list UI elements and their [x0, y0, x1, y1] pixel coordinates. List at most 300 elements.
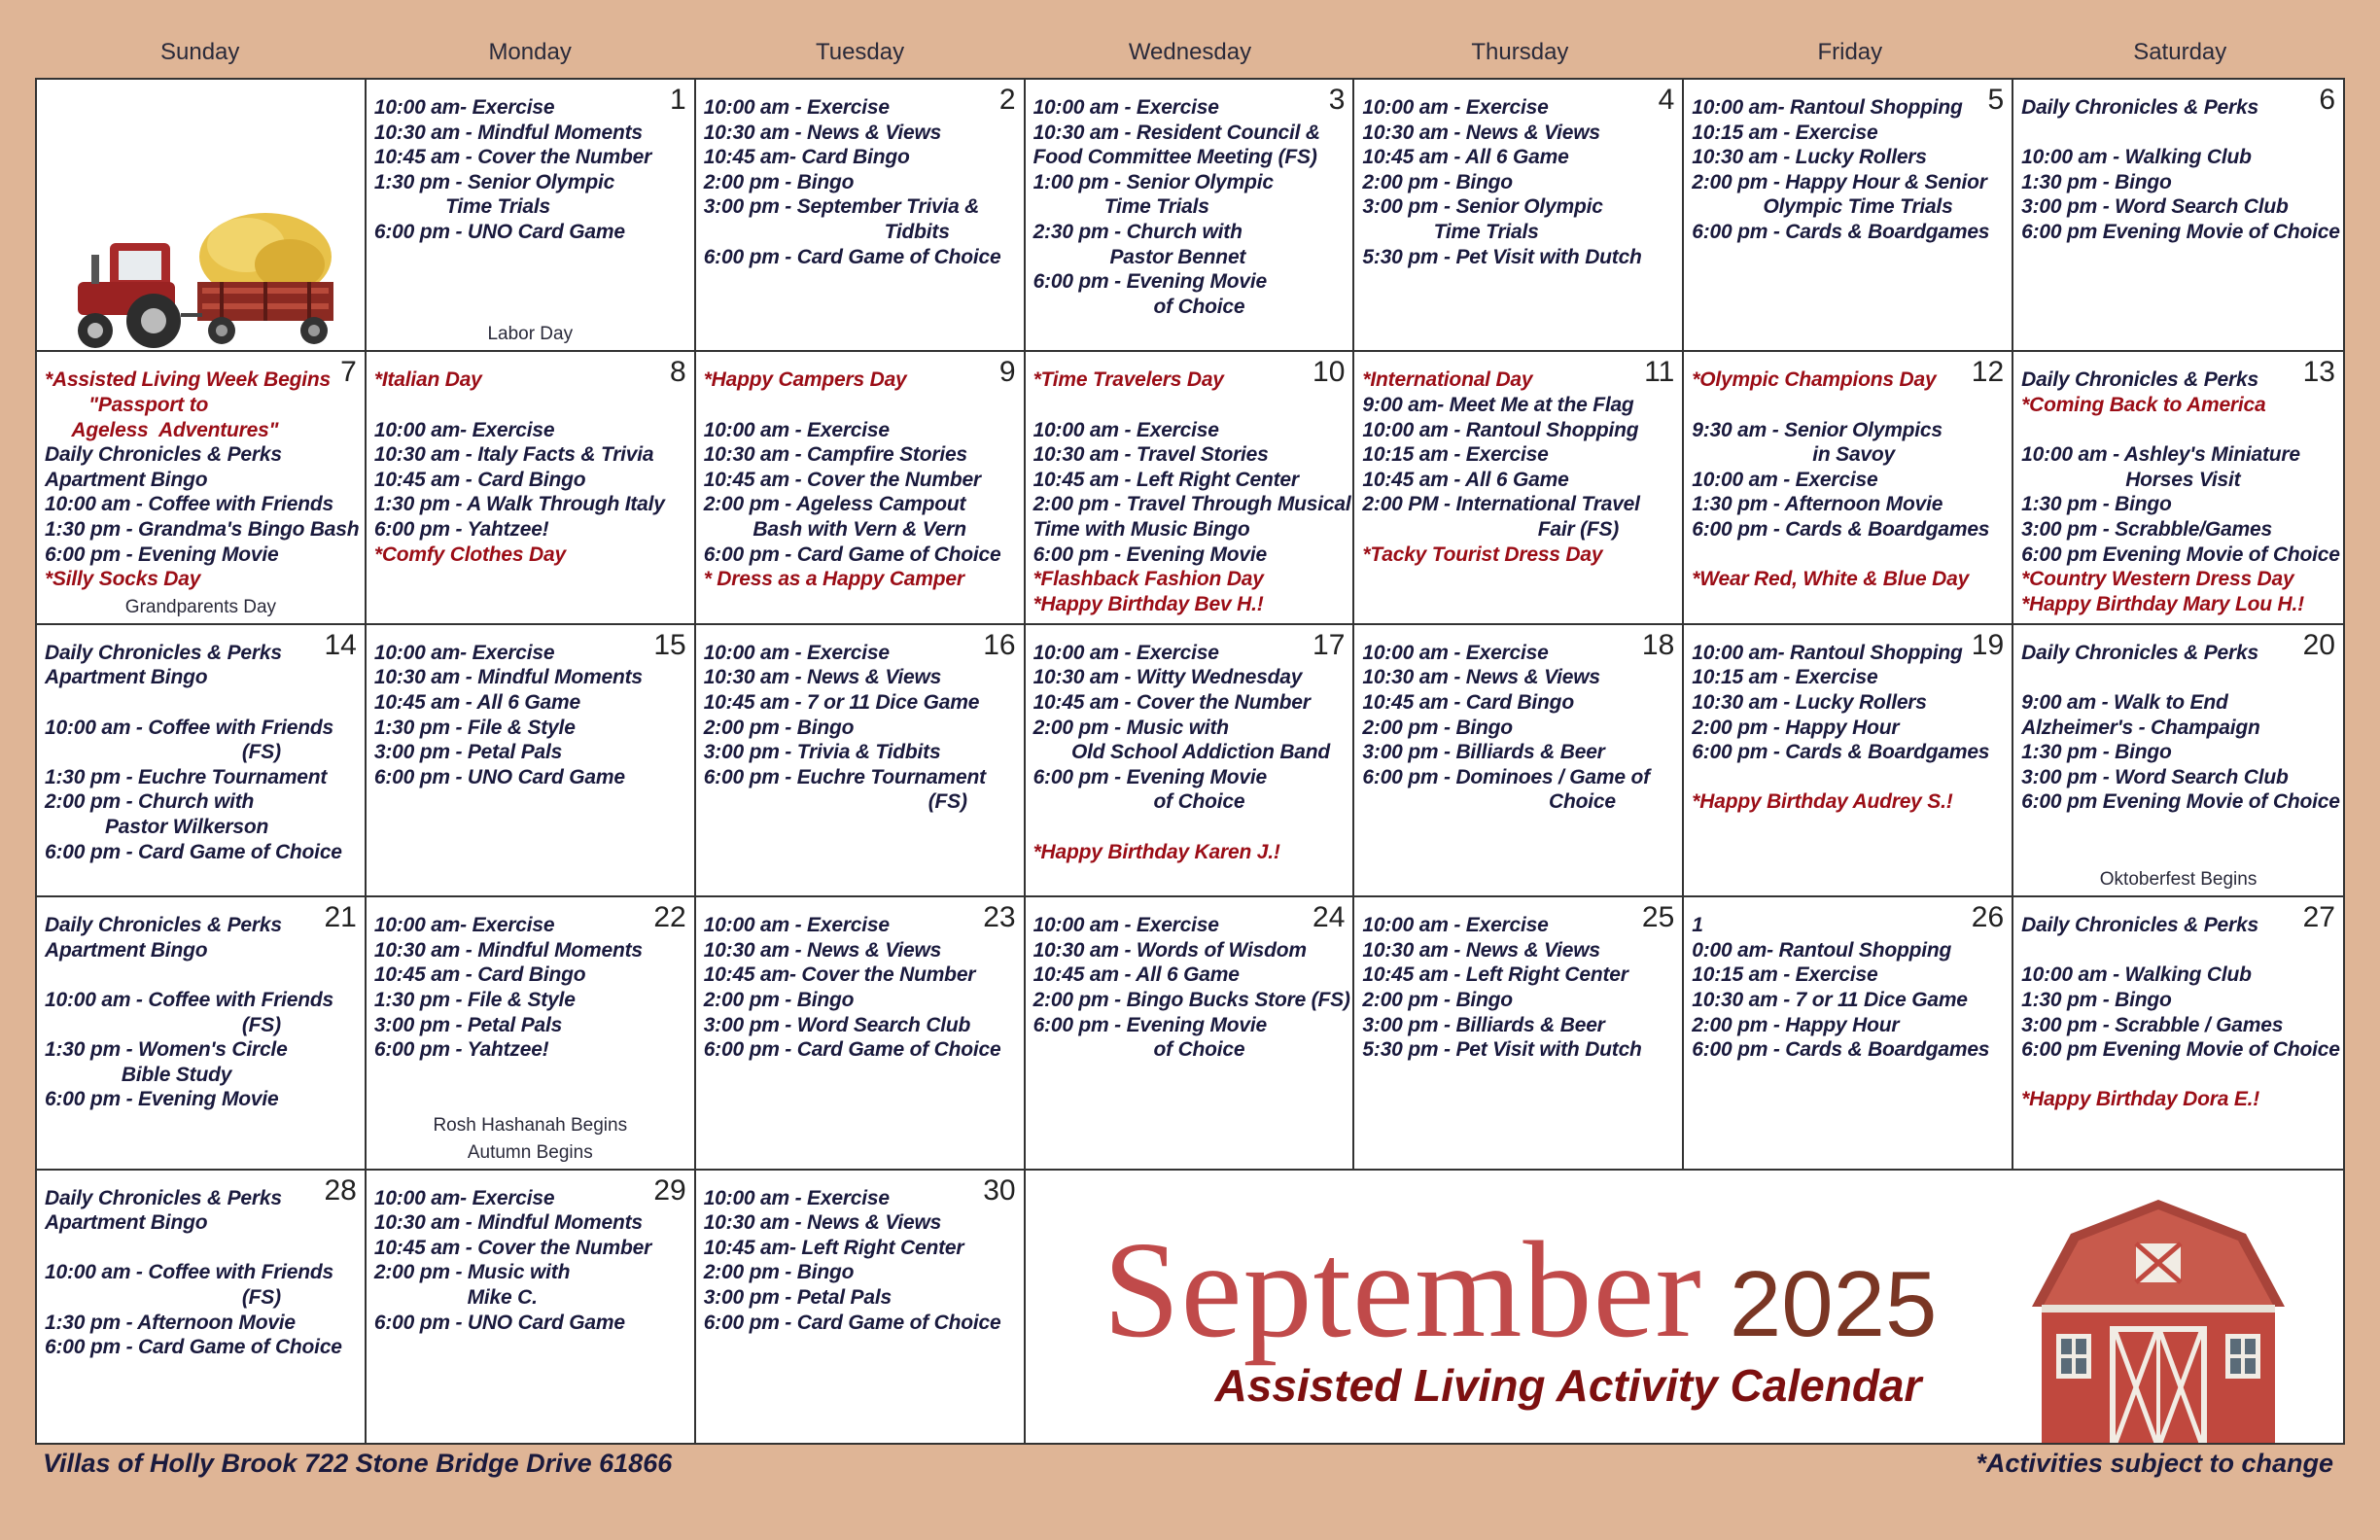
- special-event-line: *Happy Campers Day: [703, 368, 907, 392]
- weekday-monday: Monday: [488, 39, 572, 65]
- event-line: 2:00 pm - Bingo: [703, 1261, 855, 1284]
- event-line: Pastor Wilkerson: [45, 815, 269, 838]
- empty-day-cell: [37, 80, 367, 352]
- event-line: 6:00 pm - Yahtzee!: [373, 517, 549, 541]
- day-number: 9: [998, 356, 1016, 389]
- holiday-label: Labor Day: [487, 324, 574, 345]
- event-line: of Choice: [1032, 790, 1245, 814]
- event-line: 10:00 am - Exercise: [1032, 914, 1219, 937]
- event-line: 1: [1692, 914, 1703, 937]
- weekday-tuesday: Tuesday: [815, 39, 905, 65]
- event-list: [2021, 913, 2340, 1112]
- event-line: 10:00 am - Walking Club: [2021, 146, 2252, 169]
- event-line: of Choice: [1032, 295, 1245, 318]
- event-line: 10:30 am - News & Views: [703, 938, 942, 962]
- day-cell-5: [1684, 80, 2013, 352]
- event-line: 6:00 pm - Card Game of Choice: [45, 840, 342, 863]
- event-line: 10:30 am - Mindful Moments: [373, 121, 643, 144]
- event-line: Tidbits: [703, 220, 950, 243]
- event-line: 10:30 am - Travel Stories: [1032, 443, 1269, 467]
- event-line: 2:00 pm - Bingo: [703, 716, 855, 739]
- special-event-line: * Dress as a Happy Camper: [703, 568, 964, 591]
- event-line: 10:30 am - 7 or 11 Dice Game: [1692, 988, 1968, 1011]
- event-list: [704, 368, 1016, 591]
- day-cell-21: [37, 897, 367, 1170]
- event-line: 10:00 am - Coffee with Friends: [45, 988, 334, 1011]
- special-event-line: Ageless Adventures": [45, 418, 279, 441]
- event-line: [1692, 393, 2004, 418]
- day-number: 21: [324, 901, 357, 934]
- event-line: 2:00 pm - Bingo: [1362, 170, 1513, 193]
- event-line: [1033, 815, 1346, 840]
- day-cell-18: [1354, 625, 1684, 897]
- day-number: 14: [324, 628, 357, 661]
- event-line: 1:30 pm - Afternoon Movie: [45, 1311, 296, 1334]
- day-number: 13: [2302, 356, 2335, 389]
- event-line: 0:00 am- Rantoul Shopping: [1692, 938, 1952, 962]
- holiday-label: Grandparents Day: [124, 596, 277, 617]
- weekday-saturday: Saturday: [2133, 39, 2227, 65]
- event-line: 10:00 am - Exercise: [1362, 914, 1549, 937]
- event-line: 6:00 pm - Cards & Boardgames: [1692, 741, 1990, 764]
- day-cell-20: [2013, 625, 2343, 897]
- event-line: 10:15 am - Exercise: [1692, 666, 1878, 689]
- event-line: 3:00 pm - Petal Pals: [703, 1285, 892, 1309]
- event-line: 10:45 am - Cover the Number: [373, 1236, 652, 1259]
- event-line: 10:00 am - Coffee with Friends: [45, 1261, 334, 1284]
- event-line: 10:30 am - Mindful Moments: [373, 666, 643, 689]
- day-cell-10: [1026, 352, 1355, 624]
- weekday-sunday: Sunday: [160, 39, 240, 65]
- day-cell-8: [367, 352, 696, 624]
- event-line: 10:00 am - Rantoul Shopping: [1362, 418, 1639, 441]
- event-line: [1692, 542, 2004, 568]
- event-line: 10:45 am - All 6 Game: [373, 690, 580, 714]
- event-line: 10:00 am - Exercise: [1362, 96, 1549, 119]
- event-line: 10:00 am - Coffee with Friends: [45, 493, 334, 516]
- day-cell-3: [1026, 80, 1355, 352]
- day-number: 2: [998, 84, 1016, 116]
- day-number: 26: [1971, 901, 2005, 934]
- event-line: 10:30 am - News & Views: [1362, 121, 1600, 144]
- day-number: 4: [1658, 84, 1675, 116]
- day-number: 20: [2302, 628, 2335, 661]
- event-line: Daily Chronicles & Perks: [2021, 641, 2258, 664]
- event-line: 2:00 pm - Bingo: [703, 988, 855, 1011]
- event-line: 10:00 am - Exercise: [1032, 418, 1219, 441]
- day-number: 7: [340, 356, 357, 389]
- event-list: [374, 95, 686, 245]
- event-line: 9:30 am - Senior Olympics: [1692, 418, 1942, 441]
- event-line: [2021, 665, 2335, 690]
- day-number: 5: [1987, 84, 2005, 116]
- event-line: 10:30 am - Campfire Stories: [703, 443, 967, 467]
- day-number: 15: [653, 628, 686, 661]
- weekday-header: [35, 33, 2345, 78]
- event-line: 6:00 pm - UNO Card Game: [373, 765, 625, 788]
- event-line: 2:00 pm - Bingo: [1362, 988, 1513, 1011]
- event-line: 10:45 am- Cover the Number: [703, 963, 976, 987]
- event-line: [2021, 938, 2335, 963]
- event-line: [1692, 765, 2004, 790]
- day-number: 24: [1312, 901, 1346, 934]
- day-cell-12: [1684, 352, 2013, 624]
- event-list: [1692, 913, 2004, 1063]
- day-cell-19: [1684, 625, 2013, 897]
- event-list: [1692, 368, 2004, 591]
- event-line: 6:00 pm - Evening Movie: [45, 542, 279, 566]
- event-line: Daily Chronicles & Perks: [45, 641, 282, 664]
- title-panel: [1026, 1171, 2343, 1443]
- event-line: 3:00 pm - Word Search Club: [2021, 765, 2289, 788]
- event-line: 1:30 pm - File & Style: [373, 988, 576, 1011]
- event-line: Fair (FS): [1362, 517, 1620, 541]
- day-number: 23: [983, 901, 1016, 934]
- day-number: 18: [1641, 628, 1675, 661]
- event-line: 2:00 pm - Music with: [373, 1261, 571, 1284]
- event-line: 6:00 pm - Card Game of Choice: [703, 542, 1001, 566]
- event-line: Old School Addiction Band: [1032, 741, 1331, 764]
- event-line: Apartment Bingo: [45, 938, 208, 962]
- event-line: 10:30 am - Resident Council &: [1032, 121, 1320, 144]
- event-line: 10:45 am - Left Right Center: [1362, 963, 1628, 987]
- day-cell-26: [1684, 897, 2013, 1170]
- event-list: [704, 95, 1016, 269]
- special-event-line: *Tacky Tourist Dress Day: [1362, 542, 1603, 566]
- day-cell-7: [37, 352, 367, 624]
- event-line: 10:45 am - Left Right Center: [1032, 468, 1299, 491]
- special-event-line: *Wear Red, White & Blue Day: [1692, 568, 1970, 591]
- event-list: [704, 1186, 1016, 1336]
- event-line: 10:00 am - Exercise: [1692, 468, 1878, 491]
- event-list: [374, 368, 686, 567]
- month-name: September: [1102, 1211, 1702, 1366]
- event-line: Daily Chronicles & Perks: [45, 914, 282, 937]
- special-event-line: *Olympic Champions Day: [1692, 368, 1937, 392]
- event-line: 10:30 am - News & Views: [703, 666, 942, 689]
- event-line: 10:45 am - Card Bingo: [373, 963, 586, 987]
- event-line: 1:30 pm - File & Style: [373, 716, 576, 739]
- event-line: Apartment Bingo: [45, 1211, 208, 1235]
- event-line: 10:45 am - All 6 Game: [1362, 146, 1569, 169]
- event-line: 10:00 am - Exercise: [1362, 641, 1549, 664]
- special-event-line: *Happy Birthday Dora E.!: [2021, 1088, 2260, 1111]
- event-list: [1033, 641, 1346, 864]
- event-line: 2:00 pm - Bingo: [1362, 716, 1513, 739]
- event-line: 1:30 pm - Women's Circle: [45, 1038, 288, 1062]
- special-event-line: *Comfy Clothes Day: [373, 542, 566, 566]
- event-list: [1692, 641, 2004, 815]
- day-cell-11: [1354, 352, 1684, 624]
- event-line: 10:30 am - Witty Wednesday: [1032, 666, 1303, 689]
- event-line: 2:30 pm - Church with: [1032, 220, 1242, 243]
- event-line: 9:00 am- Meet Me at the Flag: [1362, 393, 1634, 416]
- event-line: 1:30 pm - A Walk Through Italy: [373, 493, 665, 516]
- day-number: 3: [1328, 84, 1346, 116]
- event-line: 10:00 am - Exercise: [703, 96, 890, 119]
- event-line: 2:00 pm - Happy Hour: [1692, 1013, 1900, 1036]
- calendar-title: [1103, 1209, 1938, 1369]
- holiday-label: Rosh Hashanah Begins Autumn Begins: [433, 1114, 628, 1163]
- event-line: Choice: [1362, 790, 1616, 814]
- event-line: 3:00 pm - Word Search Club: [2021, 195, 2289, 219]
- event-line: 10:45 am - 7 or 11 Dice Game: [703, 690, 980, 714]
- event-line: 10:00 am- Exercise: [373, 418, 555, 441]
- footer-address: Villas of Holly Brook 722 Stone Bridge Drive 61866: [43, 1449, 673, 1478]
- event-line: 2:00 pm - Happy Hour & Senior: [1692, 170, 1987, 193]
- event-list: [1362, 95, 1674, 269]
- event-line: 6:00 pm - Cards & Boardgames: [1692, 1038, 1990, 1062]
- event-line: 1:30 pm - Grandma's Bingo Bash: [45, 517, 360, 541]
- day-cell-6: [2013, 80, 2343, 352]
- day-cell-25: [1354, 897, 1684, 1170]
- day-number: 25: [1641, 901, 1675, 934]
- event-line: 10:30 am - News & Views: [1362, 938, 1600, 962]
- event-line: 6:00 pm - Cards & Boardgames: [1692, 517, 1990, 541]
- event-line: 6:00 pm Evening Movie of Choice: [2021, 220, 2340, 243]
- event-line: 10:45 am - Cover the Number: [373, 146, 652, 169]
- year: 2025: [1729, 1251, 1938, 1356]
- event-line: 10:30 am - News & Views: [703, 121, 942, 144]
- day-cell-13: [2013, 352, 2343, 624]
- calendar-subtitle: Assisted Living Activity Calendar: [1214, 1359, 1922, 1411]
- event-line: 10:30 am - News & Views: [703, 1211, 942, 1235]
- day-number: 30: [983, 1173, 1016, 1207]
- event-line: 1:30 pm - Afternoon Movie: [1692, 493, 1943, 516]
- event-list: [704, 641, 1016, 815]
- event-line: 1:30 pm - Bingo: [2021, 493, 2172, 516]
- day-number: 27: [2302, 901, 2335, 934]
- day-cell-1: [367, 80, 696, 352]
- event-line: 10:15 am - Exercise: [1692, 963, 1878, 987]
- event-line: Apartment Bingo: [45, 468, 208, 491]
- event-line: 6:00 pm - UNO Card Game: [373, 220, 625, 243]
- day-number: 10: [1312, 356, 1346, 389]
- day-number: 16: [983, 628, 1016, 661]
- event-line: [45, 962, 357, 988]
- special-event-line: *Happy Birthday Audrey S.!: [1692, 790, 1953, 814]
- event-line: Alzheimer's - Champaign: [2021, 716, 2260, 739]
- event-line: [1033, 393, 1346, 418]
- event-list: [1033, 95, 1346, 319]
- special-event-line: *Assisted Living Week Begins: [45, 368, 331, 392]
- event-line: 6:00 pm - UNO Card Game: [373, 1311, 625, 1334]
- event-line: Mike C.: [373, 1285, 538, 1309]
- event-line: 6:00 pm - Evening Movie: [1032, 542, 1268, 566]
- event-line: 2:00 pm - Bingo Bucks Store (FS): [1032, 988, 1350, 1011]
- event-line: 1:30 pm - Euchre Tournament: [45, 765, 328, 788]
- event-line: 3:00 pm - Petal Pals: [373, 741, 563, 764]
- holiday-label: Oktoberfest Begins: [2099, 869, 2258, 891]
- event-line: 10:30 am - Mindful Moments: [373, 1211, 643, 1235]
- event-line: 1:30 pm - Bingo: [2021, 741, 2172, 764]
- event-line: 6:00 pm Evening Movie of Choice: [2021, 790, 2340, 814]
- event-line: 5:30 pm - Pet Visit with Dutch: [1362, 1038, 1642, 1062]
- event-line: 6:00 pm Evening Movie of Choice: [2021, 1038, 2340, 1062]
- day-number: 22: [653, 901, 686, 934]
- event-line: (FS): [703, 790, 967, 814]
- event-line: 1:30 pm - Senior Olympic: [373, 170, 615, 193]
- tractor-hay-wagon-icon: [66, 206, 348, 352]
- event-line: 10:00 am - Exercise: [703, 1186, 890, 1209]
- event-line: 3:00 pm - Senior Olympic: [1362, 195, 1603, 219]
- day-number: 6: [2319, 84, 2335, 116]
- special-event-line: *International Day: [1362, 368, 1533, 392]
- calendar-grid: [35, 78, 2345, 1445]
- event-line: 10:45 am - Cover the Number: [1032, 690, 1311, 714]
- special-event-line: *Country Western Dress Day: [2021, 568, 2294, 591]
- event-line: 10:00 am- Exercise: [373, 96, 555, 119]
- event-line: 10:30 am - Words of Wisdom: [1032, 938, 1307, 962]
- event-line: 10:45 am - Cover the Number: [703, 468, 981, 491]
- event-line: Time Trials: [1032, 195, 1209, 219]
- day-number: 1: [670, 84, 686, 116]
- event-line: 10:15 am - Exercise: [1692, 121, 1878, 144]
- day-cell-23: [696, 897, 1026, 1170]
- event-line: 6:00 pm - Cards & Boardgames: [1692, 220, 1990, 243]
- event-line: [45, 690, 357, 716]
- event-line: 10:15 am - Exercise: [1362, 443, 1549, 467]
- event-line: 10:00 am - Walking Club: [2021, 963, 2252, 987]
- event-list: [45, 913, 357, 1112]
- day-number: 19: [1971, 628, 2005, 661]
- day-number: 17: [1312, 628, 1346, 661]
- event-line: Time with Music Bingo: [1032, 517, 1250, 541]
- event-line: 10:45 am - All 6 Game: [1032, 963, 1240, 987]
- day-cell-15: [367, 625, 696, 897]
- event-line: 10:00 am- Exercise: [373, 1186, 555, 1209]
- special-event-line: *Happy Birthday Karen J.!: [1032, 840, 1280, 863]
- event-line: [2021, 121, 2335, 146]
- event-line: Bash with Vern & Vern: [703, 517, 966, 541]
- event-line: 6:00 pm - Evening Movie: [1032, 270, 1268, 294]
- event-line: 3:00 pm - Billiards & Beer: [1362, 741, 1605, 764]
- event-line: 10:00 am - Exercise: [703, 418, 890, 441]
- event-line: [45, 1236, 357, 1261]
- event-list: [1032, 368, 1351, 616]
- day-cell-28: [37, 1171, 367, 1443]
- event-list: [1362, 913, 1674, 1063]
- day-cell-24: [1026, 897, 1355, 1170]
- event-line: 10:45 am - Card Bingo: [373, 468, 586, 491]
- event-line: 10:30 am - News & Views: [1362, 666, 1600, 689]
- event-line: 3:00 pm - Petal Pals: [373, 1013, 563, 1036]
- event-list: [45, 368, 360, 591]
- event-line: 2:00 pm - Ageless Campout: [703, 493, 966, 516]
- event-line: Horses Visit: [2021, 468, 2241, 491]
- event-line: 6:00 pm - Evening Movie: [1032, 765, 1268, 788]
- event-line: 3:00 pm - Billiards & Beer: [1362, 1013, 1605, 1036]
- day-number: 29: [653, 1173, 686, 1207]
- special-event-line: *Happy Birthday Mary Lou H.!: [2021, 592, 2304, 615]
- day-cell-27: [2013, 897, 2343, 1170]
- event-line: 3:00 pm - September Trivia &: [703, 195, 980, 219]
- event-line: 3:00 pm - Scrabble/Games: [2021, 517, 2272, 541]
- event-line: (FS): [45, 1013, 281, 1036]
- footer-note: *Activities subject to change: [1976, 1449, 2333, 1478]
- day-cell-17: [1026, 625, 1355, 897]
- event-line: Daily Chronicles & Perks: [45, 443, 282, 467]
- event-line: 6:00 pm - Card Game of Choice: [703, 1311, 1001, 1334]
- event-line: 6:00 pm - Dominoes / Game of: [1362, 765, 1650, 788]
- event-line: 10:45 am- Card Bingo: [703, 146, 910, 169]
- event-line: Food Committee Meeting (FS): [1032, 146, 1317, 169]
- event-list: [2021, 641, 2340, 815]
- event-line: 10:30 am - Lucky Rollers: [1692, 690, 1927, 714]
- special-event-line: "Passport to: [45, 393, 209, 416]
- event-line: 2:00 PM - International Travel: [1362, 493, 1640, 516]
- event-line: 3:00 pm - Scrabble / Games: [2021, 1013, 2284, 1036]
- event-line: (FS): [45, 1285, 281, 1309]
- event-list: [1032, 913, 1350, 1063]
- special-event-line: *Time Travelers Day: [1032, 368, 1224, 392]
- event-line: 9:00 am - Walk to End: [2021, 690, 2228, 714]
- event-line: [374, 393, 686, 418]
- event-line: 6:00 pm - Card Game of Choice: [703, 1038, 1001, 1062]
- event-line: 10:00 am - Coffee with Friends: [45, 716, 334, 739]
- event-line: Olympic Time Trials: [1692, 195, 1953, 219]
- weekday-thursday: Thursday: [1471, 39, 1569, 65]
- event-line: 6:00 pm - Evening Movie: [45, 1088, 279, 1111]
- event-line: Bible Study: [45, 1063, 232, 1086]
- event-line: 3:00 pm - Trivia & Tidbits: [703, 741, 941, 764]
- event-list: [1692, 95, 2004, 245]
- event-line: 6:00 pm - Yahtzee!: [373, 1038, 549, 1062]
- special-event-line: *Flashback Fashion Day: [1032, 568, 1264, 591]
- special-event-line: *Coming Back to America: [2021, 393, 2266, 416]
- event-list: [1362, 641, 1674, 815]
- event-line: 10:00 am - Exercise: [703, 641, 890, 664]
- day-cell-16: [696, 625, 1026, 897]
- event-line: 6:00 pm - Evening Movie: [1032, 1013, 1268, 1036]
- event-line: 6:00 pm - Card Game of Choice: [703, 245, 1001, 268]
- event-line: 5:30 pm - Pet Visit with Dutch: [1362, 245, 1642, 268]
- event-line: Time Trials: [373, 195, 551, 219]
- event-line: 10:00 am - Exercise: [1032, 641, 1219, 664]
- event-list: [374, 1186, 686, 1336]
- event-line: 1:30 pm - Bingo: [2021, 170, 2172, 193]
- red-barn-icon: [2012, 1190, 2304, 1443]
- event-line: 2:00 pm - Bingo: [703, 170, 855, 193]
- event-line: 10:00 am- Exercise: [373, 641, 555, 664]
- event-line: 6:00 pm - Card Game of Choice: [45, 1336, 342, 1359]
- event-line: 10:30 am - Mindful Moments: [373, 938, 643, 962]
- event-line: 2:00 pm - Church with: [45, 790, 255, 814]
- event-line: Daily Chronicles & Perks: [2021, 914, 2258, 937]
- event-line: Time Trials: [1362, 220, 1539, 243]
- event-list: [374, 641, 686, 790]
- event-line: 10:00 am - Exercise: [1032, 96, 1219, 119]
- event-line: 10:00 am- Rantoul Shopping: [1692, 96, 1963, 119]
- event-line: 2:00 pm - Travel Through Musical: [1032, 493, 1351, 516]
- event-line: 10:30 am - Lucky Rollers: [1692, 146, 1927, 169]
- event-line: (FS): [45, 741, 281, 764]
- event-line: 10:00 am - Exercise: [703, 914, 890, 937]
- special-event-line: *Italian Day: [373, 368, 482, 392]
- day-cell-30: [696, 1171, 1026, 1443]
- event-list: [1362, 368, 1674, 567]
- event-line: 1:00 pm - Senior Olympic: [1032, 170, 1274, 193]
- event-line: Pastor Bennet: [1032, 245, 1246, 268]
- event-list: [374, 913, 686, 1063]
- day-cell-4: [1354, 80, 1684, 352]
- day-cell-14: [37, 625, 367, 897]
- event-line: 10:00 am - Ashley's Miniature: [2021, 443, 2300, 467]
- day-cell-29: [367, 1171, 696, 1443]
- event-line: of Choice: [1032, 1038, 1245, 1062]
- event-line: Daily Chronicles & Perks: [2021, 96, 2258, 119]
- event-line: 1:30 pm - Bingo: [2021, 988, 2172, 1011]
